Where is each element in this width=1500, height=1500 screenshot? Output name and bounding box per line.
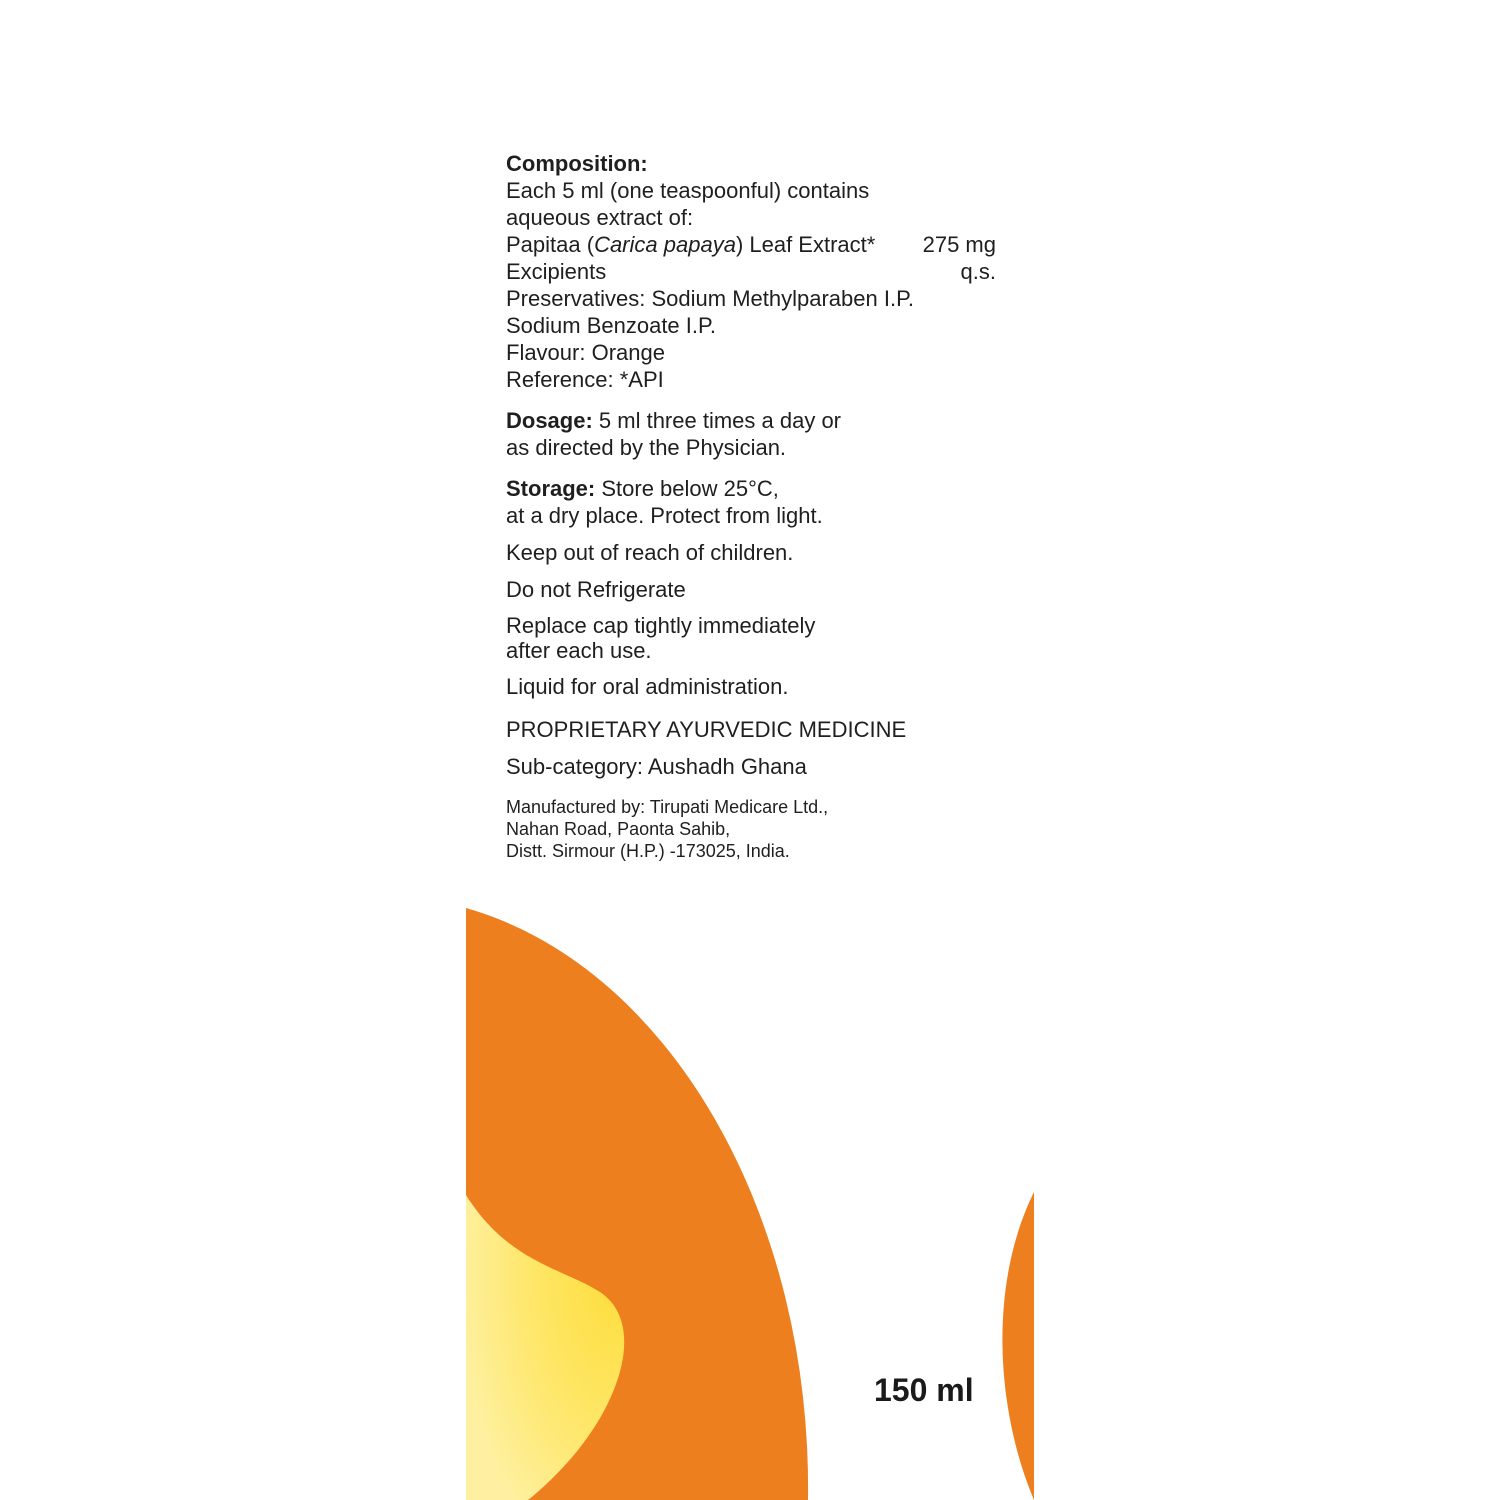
ingredient-latin: Carica papaya	[594, 232, 736, 257]
ingredient-prefix: Papitaa (	[506, 232, 595, 257]
storage-label: Storage:	[506, 476, 596, 501]
dosage-section	[506, 407, 1016, 461]
refrigerate-warning: Do not Refrigerate	[506, 577, 686, 602]
excipients-amount: q.s.	[960, 259, 996, 284]
label-panel	[466, 0, 1034, 1500]
manufacturer-line: Manufactured by: Tirupati Medicare Ltd.,	[506, 797, 829, 817]
storage-text: Store below 25°C,	[595, 476, 779, 501]
manufacturer-block	[506, 796, 1016, 862]
manufacturer-line: Nahan Road, Paonta Sahib,	[506, 819, 731, 839]
ingredient-suffix: ) Leaf Extract*	[735, 232, 876, 257]
storage-line: at a dry place. Protect from light.	[506, 503, 823, 528]
manufacturer-line: Distt. Sirmour (H.P.) -173025, India.	[506, 841, 790, 861]
cap-warning-line: Replace cap tightly immediately	[506, 613, 816, 638]
flavour-line: Flavour: Orange	[506, 340, 665, 365]
dosage-label: Dosage:	[506, 408, 593, 433]
excipients-row	[506, 258, 996, 285]
dosage-line: as directed by the Physician.	[506, 435, 787, 460]
dosage-text: 5 ml three times a day or	[592, 408, 842, 433]
dosage-line	[506, 407, 1016, 434]
sub-category: Sub-category: Aushadh Ghana	[506, 754, 807, 779]
composition-heading: Composition:	[506, 151, 648, 176]
excipients-label: Excipients	[506, 259, 607, 284]
preservatives-line: Sodium Benzoate I.P.	[506, 313, 716, 338]
ingredient-row	[506, 231, 996, 258]
storage-section	[506, 475, 1016, 529]
cap-warning-line: after each use.	[506, 638, 652, 663]
reference-line: Reference: *API	[506, 367, 664, 392]
ingredient-amount: 275 mg	[922, 232, 996, 257]
composition-line: aqueous extract of:	[506, 205, 694, 230]
volume-label: 150 ml	[874, 1372, 974, 1408]
children-warning: Keep out of reach of children.	[506, 540, 794, 565]
label-text	[506, 150, 1016, 862]
oral-note: Liquid for oral administration.	[506, 674, 789, 699]
cap-warning	[506, 613, 1016, 663]
storage-line	[506, 475, 1016, 502]
orange-arc-shape	[1002, 1192, 1034, 1500]
category-type: PROPRIETARY AYURVEDIC MEDICINE	[506, 717, 907, 742]
composition-line: Each 5 ml (one teaspoonful) contains	[506, 178, 870, 203]
ingredient-name	[506, 231, 875, 258]
preservatives-line: Preservatives: Sodium Methylparaben I.P.	[506, 286, 915, 311]
composition-section	[506, 150, 1016, 393]
